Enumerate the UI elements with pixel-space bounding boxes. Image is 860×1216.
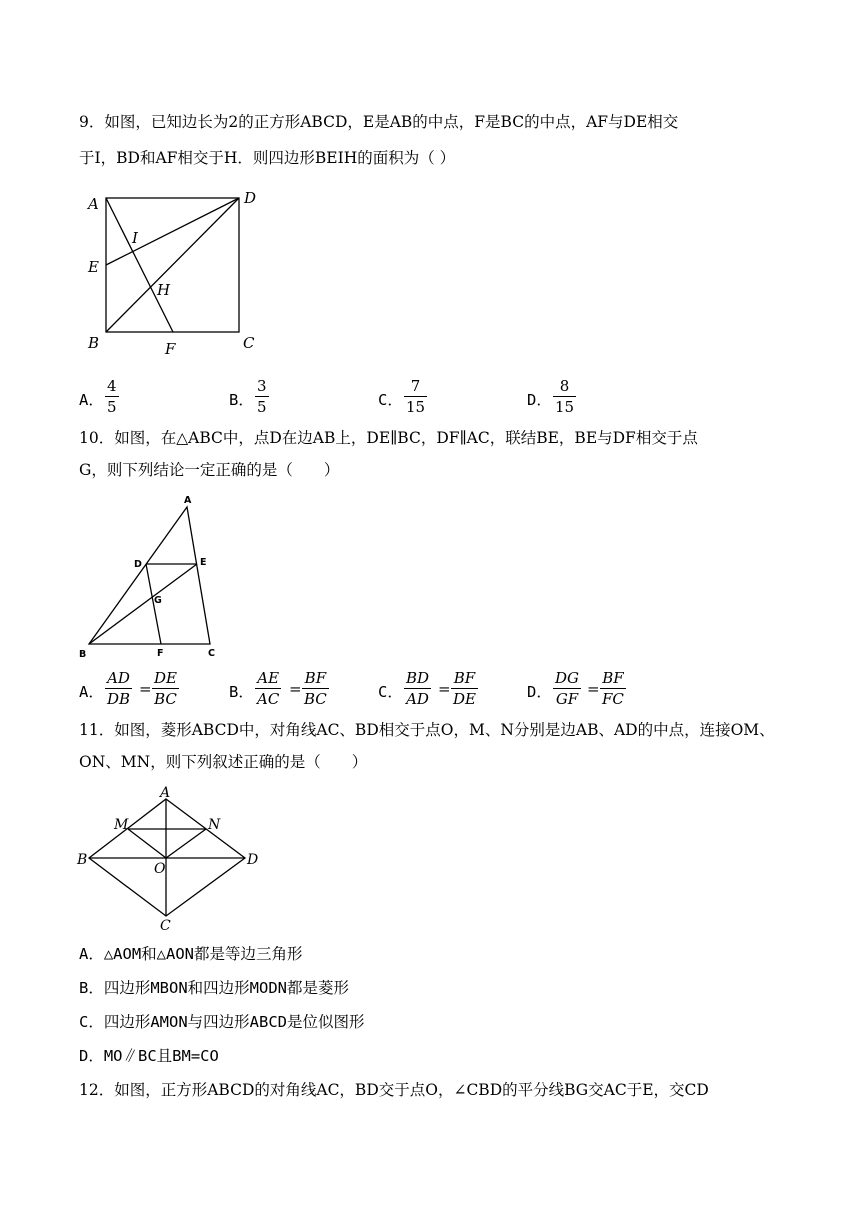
q11-option-b[interactable]: B．四边形MBON和四边形MODN都是菱形 — [79, 979, 349, 997]
q9-text-line2: 于I，BD和AF相交于H．则四边形BEIH的面积为（ ） — [79, 149, 456, 167]
q9-options: A． $\frac{4}{5}$ B． $\frac{3}{5}$ C． $\frac{7}{15}$ D． $\frac{8}{15}$ — [79, 377, 575, 416]
q11-label-D: D — [247, 852, 259, 868]
q9-label-D: D — [244, 189, 257, 207]
q9-text-line1: 9．如图，已知边长为2的正方形ABCD，E是AB的中点，F是BC的中点，AF与DE相交 — [79, 113, 679, 131]
q11-label-O: O — [154, 861, 166, 877]
q10-label-B: B — [79, 649, 87, 660]
q10-label-E: E — [200, 557, 207, 568]
q10-label-C: C — [208, 648, 215, 659]
q9-option-b-fraction: $\frac{3}{5}$ — [257, 377, 267, 416]
q10-label-A: A — [184, 495, 192, 506]
q10-text-line1: 10．如图，在△ABC中，点D在边AB上，DE∥BC，DF∥AC，联结BE，BE与DF相交于点 — [79, 429, 698, 447]
q11-text-line2: ON、MN，则下列叙述正确的是（ ） — [79, 753, 368, 771]
q11-label-N: N — [208, 817, 221, 833]
q11-option-a[interactable]: A．△AOM和△AON都是等边三角形 — [79, 945, 303, 963]
q9-label-B: B — [88, 334, 100, 352]
q9-label-E: E — [88, 258, 99, 276]
q11-label-M: M — [114, 817, 129, 833]
q12-text-line1: 12．如图，正方形ABCD的对角线AC，BD交于点O，∠CBD的平分线BG交AC于E，交CD — [79, 1081, 709, 1099]
q9-label-F: F — [165, 340, 176, 358]
q10-label-D: D — [134, 559, 142, 570]
q11-option-c[interactable]: C．四边形AMON与四边形ABCD是位似图形 — [79, 1013, 365, 1031]
q10-label-F: F — [157, 648, 164, 659]
q9-option-a-fraction: $\frac{4}{5}$ — [107, 377, 117, 416]
q10-options: A． $\frac{AD}{DB}$ = $\frac{DE}{BC}$ B． $\frac{AE}{AC}$ = $\frac{BF}{BC}$ C． $\frac{BD}{AD}$ = $\frac{BF}{DE}$ D． $\frac{DG}{GF}$ = $\frac{BF}{FC}$ — [79, 669, 624, 708]
q11-label-B: B — [77, 852, 88, 868]
q9-option-c-fraction: $\frac{7}{15}$ — [406, 377, 426, 416]
q9-label-C: C — [243, 334, 255, 352]
q9-label-H: H — [157, 281, 171, 299]
q11-option-d[interactable]: D．MO∥BC且BM=CO — [79, 1047, 219, 1065]
q9-label-I: I — [132, 229, 138, 247]
q10-text-line2: G，则下列结论一定正确的是（ ） — [79, 461, 340, 479]
q9-option-d-fraction: $\frac{8}{15}$ — [555, 377, 575, 416]
q10-label-G: G — [154, 595, 162, 606]
q11-label-C: C — [160, 918, 171, 934]
q9-label-A: A — [88, 195, 99, 213]
q11-text-line1: 11．如图，菱形ABCD中，对角线AC、BD相交于点O，M、N分别是边AB、AD的中点，连接OM、 — [79, 721, 775, 739]
q11-label-A: A — [160, 785, 171, 801]
